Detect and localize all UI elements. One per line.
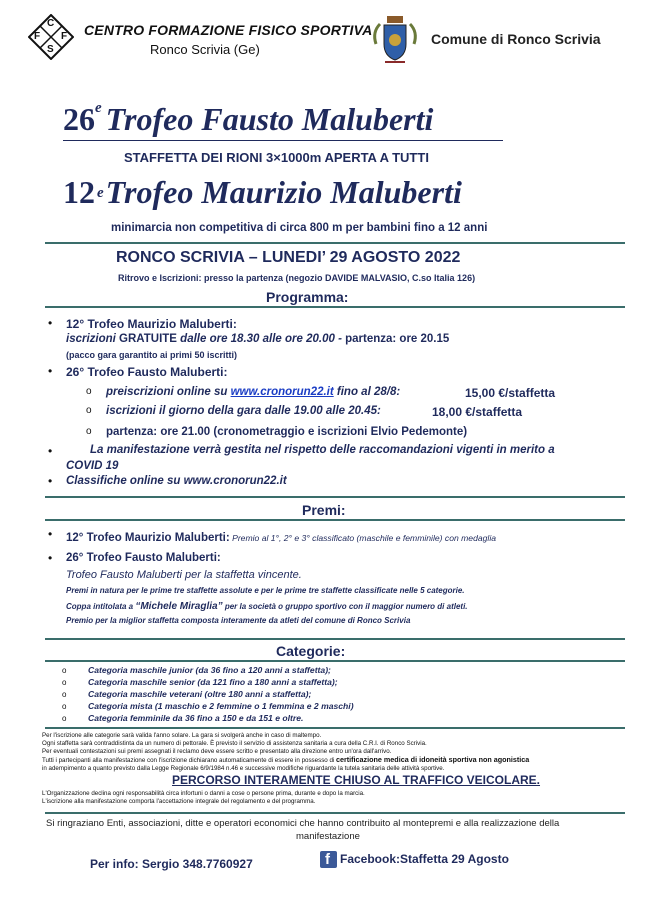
categoria-item: Categoria femminile da 36 fino a 150 e da 151 e oltre. [88,713,304,723]
prog-item1-line1 [66,333,449,345]
categoria-item: Categoria maschile veterani (oltre 180 anni a staffetta); [88,689,312,699]
bullet-dot: • [48,444,53,458]
categoria-item: Categoria maschile junior (da 36 fino a 120 anni a staffetta); [88,665,331,675]
programma-heading: Programma: [266,289,349,305]
thanks-line2: manifestazione [296,831,360,842]
premi-item1-title: 12° Trofeo Maurizio Maluberti: [66,532,230,544]
covid-line1: La manifestazione verrà gestita nel rispetto delle raccomandazioni vigenti in merito a [90,444,555,456]
fino-al-text: fino al 28/8: [333,386,401,398]
iscrizioni-text: iscrizioni [66,333,120,345]
fineprint-line: in adempimento a quanto previsto dalla Legge Regionale 6/9/1984 n.46 e successive modifiche riguardante la tutela sanitaria delle attività sportive. [42,765,445,772]
bullet-dot: • [48,527,53,541]
divider-7 [45,727,625,729]
event-date-line: RONCO SCRIVIA – LUNEDI’ 29 AGOSTO 2022 [116,249,461,266]
preiscrizioni-text: preiscrizioni online su [106,386,231,398]
fineprint-line: Ogni staffetta sarà contraddistinta da un numero di pettorale. È previsto il servizio di assistenza sanitaria a cura della C.R.I. di Ronco Scrivia. [42,740,427,747]
circle-bullet: o [86,386,92,397]
bullet-dot: • [48,551,53,565]
trofeo-fausto-title [63,101,433,138]
premi-item2-line1: Trofeo Fausto Maluberti per la staffetta vincente. [66,569,302,581]
price-onsite: 18,00 €/staffetta [432,405,523,419]
logo-letter-s: S [47,44,54,55]
circle-bullet: o [62,666,67,675]
fineprint-line: Per eventuali contestazioni sui premi assegnati il reclamo deve essere scritto e presentato alla direzione entro un'ora dall'arrivo. [42,748,392,755]
trofeo-maurizio-sup: e [97,185,104,202]
fineprint-line: L'Organizzazione declina ogni responsabilità circa infortuni o danni a cose o persone prima, durante e dopo la marcia. [42,790,365,797]
societa-text: per la società o gruppo sportivo con il maggior numero di atleti. [222,602,468,611]
logo-letter-f2: F [61,31,68,42]
trofeo-maurizio-title [63,174,462,211]
facebook-icon[interactable]: f [320,851,337,868]
categorie-heading: Categorie: [276,643,346,659]
prog-sub2: iscrizioni il giorno della gara dalle 19.00 alle 20.45: [106,405,381,417]
logo-letter-f1: F [34,31,41,42]
cronorun-link[interactable]: www.cronorun22.it [230,386,334,398]
orari-text: dalle ore 18.30 alle ore 20.00 - [176,333,346,345]
miraglia-text: “Michele Miraglia” [135,601,223,612]
divider-4 [45,519,625,521]
comune-name: Comune di Ronco Scrivia [431,31,601,47]
facebook-page[interactable]: Facebook:Staffetta 29 Agosto [340,852,509,866]
prog-item1-title: 12° Trofeo Maurizio Maluberti: [66,317,237,331]
categoria-item: Categoria mista (1 maschio e 2 femmine o 1 femmina e 2 maschi) [88,701,354,711]
prog-item2-title: 26° Trofeo Fausto Maluberti: [66,365,228,379]
meeting-info: Ritrovo e Iscrizioni: presso la partenza (negozio DAVIDE MALVASIO, C.so Italia 126) [118,273,476,283]
info-contact: Per info: Sergio 348.7760927 [90,857,253,871]
premi-item2-title: 26° Trofeo Fausto Maluberti: [66,552,221,564]
divider-5 [45,638,625,640]
trofeo-fausto-name: Trofeo Fausto Maluberti [105,101,434,137]
trofeo-maurizio-name: Trofeo Maurizio Maluberti [105,174,462,210]
divider-8 [45,812,625,814]
trofeo-fausto-number: 26 [63,101,95,137]
bullet-dot: • [48,474,53,488]
classifiche-line: Classifiche online su www.cronorun22.it [66,475,287,487]
pacco-gara-note: (pacco gara garantito ai primi 50 iscritti) [66,350,238,360]
divider-2 [45,306,625,308]
bullet-dot: • [48,364,53,378]
thanks-line1: Si ringraziano Enti, associazioni, ditte e operatori economici che hanno contribuito al montepremi e alla realizzazione della [46,818,560,829]
circle-bullet: o [62,678,67,687]
fineprint-line [42,756,529,764]
staffetta-subtitle: STAFFETTA DEI RIONI 3×1000m APERTA A TUTTI [124,150,429,165]
coppa-text: Coppa intitolata a [66,602,136,611]
premi-item1-text: Premio al 1°, 2° e 3° classificato (maschile e femminile) con medaglia [229,533,497,543]
fineprint-line: L'iscrizione alla manifestazione comporta l'accettazione integrale del regolamento e del programma. [42,798,316,805]
fineprint-line: Per l'iscrizione alle categorie sarà valida l'anno solare. La gara si svolgerà anche in caso di maltempo. [42,732,322,739]
prog-sub1 [106,386,400,398]
org-name: CENTRO FORMAZIONE FISICO SPORTIVA [84,22,373,38]
categoria-item: Categoria maschile senior (da 121 fino a 180 anni a staffetta); [88,677,338,687]
circle-bullet: o [62,690,67,699]
minimarcia-subtitle: minimarcia non competitiva di circa 800 m per bambini fino a 12 anni [111,222,488,234]
circle-bullet: o [86,426,92,437]
circle-bullet: o [62,714,67,723]
divider-6 [45,660,625,662]
premi-heading: Premi: [302,502,346,518]
prog-sub3: partenza: ore 21.00 (cronometraggio e iscrizioni Elvio Pedemonte) [106,426,468,438]
divider-3 [45,496,625,498]
bullet-dot: • [48,316,53,330]
premi-item2-line2: Premi in natura per le prime tre staffette assolute e per le prime tre staffette classificate nelle 5 categorie. [66,586,465,595]
org-location: Ronco Scrivia (Ge) [150,42,260,57]
title1-underline [63,140,503,141]
fineprint-cert-bold: certificazione medica di idoneità sportiva non agonistica [335,755,530,764]
covid-line2: COVID 19 [66,460,119,472]
circle-bullet: o [62,702,67,711]
premi-item2-line4: Premio per la miglior staffetta composta interamente da atleti del comune di Ronco Scrivia [66,616,411,625]
trofeo-maurizio-number: 12 [63,174,95,210]
coat-of-arms-icon [370,14,420,66]
fineprint-cert-intro: Tutti i partecipanti alla manifestazione con l'iscrizione dichiarano automaticamente di essere in possesso di [42,757,336,764]
logo-letter-c: C [47,18,55,29]
premi-item1 [66,528,496,546]
partenza-text: partenza: ore 20.15 [345,333,450,345]
trofeo-fausto-sup: e [95,100,102,117]
premi-item2-line3 [66,601,468,612]
gratuite-text: GRATUITE [119,333,177,345]
traffic-notice: PERCORSO INTERAMENTE CHIUSO AL TRAFFICO VEICOLARE. [172,773,541,787]
price-online: 15,00 €/staffetta [465,386,556,400]
divider-1 [45,242,625,244]
circle-bullet: o [86,405,92,416]
cffs-logo [28,14,74,60]
